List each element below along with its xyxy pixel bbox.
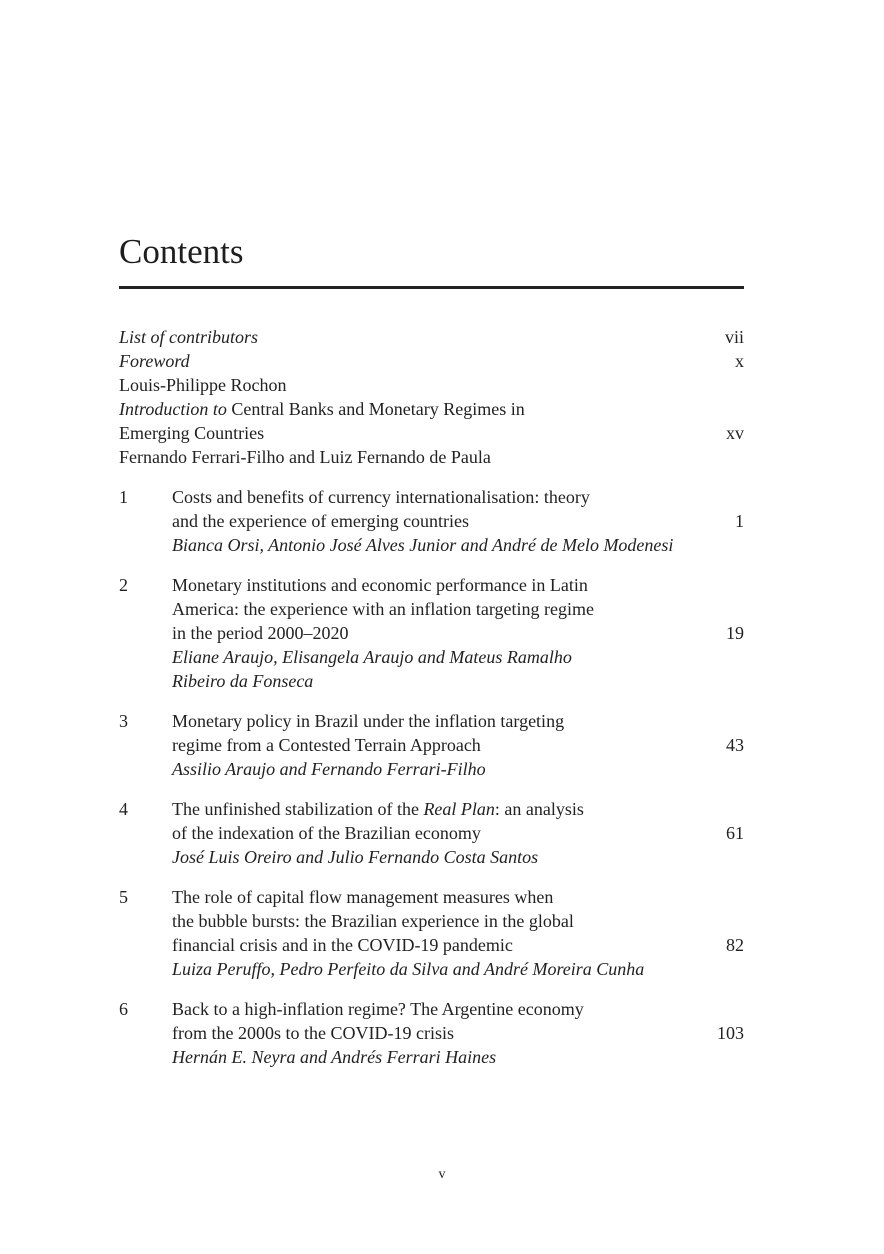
chapter-entry-1[interactable] — [119, 485, 744, 557]
toc-entry-contributors[interactable] — [119, 325, 744, 349]
chapter-entry-4[interactable] — [119, 797, 744, 869]
chapter-number: 2 — [119, 575, 128, 595]
toc-entry-foreword[interactable] — [119, 349, 744, 373]
toc-entry-author — [119, 373, 744, 397]
chapter-entry-6[interactable] — [119, 997, 744, 1069]
page-title: Contents — [119, 232, 244, 271]
toc-page-number: 82 — [726, 935, 744, 955]
toc-entry-introduction[interactable] — [119, 397, 744, 421]
chapter-authors: Bianca Orsi, Antonio José Alves Junior and André de Melo Modenesi — [172, 535, 674, 555]
toc-page-number: 43 — [726, 735, 744, 755]
chapter-authors: Eliane Araujo, Elisangela Araujo and Mateus Ramalho — [172, 647, 572, 667]
chapter-title-line: and the experience of emerging countries 1 — [172, 511, 744, 531]
chapter-title-line: Monetary policy in Brazil under the inflation targeting — [172, 711, 565, 731]
chapter-title-line: the bubble bursts: the Brazilian experience in the global — [172, 911, 574, 931]
title-rule — [119, 286, 744, 289]
toc-entry-introduction-cont[interactable] — [119, 421, 744, 445]
chapter-title-line: from the 2000s to the COVID-19 crisis 103 — [172, 1023, 744, 1043]
chapter-title-line: regime from a Contested Terrain Approach 43 — [172, 735, 744, 755]
chapter-title-emphasis: Real Plan — [423, 799, 495, 819]
chapter-number: 3 — [119, 711, 128, 731]
toc-page-number: xv — [726, 423, 744, 443]
chapter-entry-3[interactable] — [119, 709, 744, 781]
chapter-authors: Assilio Araujo and Fernando Ferrari-Filho — [172, 759, 486, 779]
chapter-title-line: of the indexation of the Brazilian economy 61 — [172, 823, 744, 843]
chapter-number: 6 — [119, 999, 128, 1019]
toc-page-number: 1 — [735, 511, 744, 531]
introduction-title: Central Banks and Monetary Regimes in — [231, 399, 525, 419]
toc-entry-label: Foreword — [119, 351, 190, 371]
chapter-entry-2[interactable] — [119, 573, 744, 693]
chapter-authors: Ribeiro da Fonseca — [172, 671, 314, 691]
chapter-title-line: The role of capital flow management measures when — [172, 887, 554, 907]
chapter-number: 1 — [119, 487, 128, 507]
chapter-title-line: Back to a high-inflation regime? The Argentine economy — [172, 999, 584, 1019]
foreword-author: Louis-Philippe Rochon — [119, 375, 287, 395]
introduction-title-cont: Emerging Countries — [119, 423, 265, 443]
chapter-authors: Hernán E. Neyra and Andrés Ferrari Haines — [172, 1047, 497, 1067]
chapter-title-line: Monetary institutions and economic performance in Latin — [172, 575, 588, 595]
table-of-contents — [119, 325, 744, 1085]
toc-entry-author — [119, 445, 744, 469]
chapter-title-line: Costs and benefits of currency internationalisation: theory — [172, 487, 590, 507]
chapter-authors: Luiza Peruffo, Pedro Perfeito da Silva and André Moreira Cunha — [172, 959, 645, 979]
toc-entry-label: List of contributors — [119, 327, 259, 347]
toc-page-number: 19 — [726, 623, 744, 643]
toc-page-number: vii — [724, 327, 744, 347]
toc-page-number: 103 — [717, 1023, 744, 1043]
introduction-authors: Fernando Ferrari-Filho and Luiz Fernando de Paula — [119, 447, 491, 467]
chapter-title-line: in the period 2000–2020 19 — [172, 623, 744, 643]
introduction-prefix: Introduction to — [119, 399, 227, 419]
toc-page-number: 61 — [726, 823, 744, 843]
chapter-authors: José Luis Oreiro and Julio Fernando Costa Santos — [172, 847, 539, 867]
front-matter — [119, 325, 744, 469]
chapter-title-line: America: the experience with an inflation targeting regime — [172, 599, 594, 619]
chapter-entry-5[interactable] — [119, 885, 744, 981]
toc-page-number: x — [735, 351, 744, 371]
chapter-number: 4 — [119, 799, 128, 819]
page-number: v — [438, 1167, 446, 1182]
chapter-number: 5 — [119, 887, 128, 907]
chapter-title-line: financial crisis and in the COVID-19 pandemic 82 — [172, 935, 744, 955]
chapter-title-line: The unfinished stabilization of the Real Plan: an analysis — [172, 799, 584, 819]
